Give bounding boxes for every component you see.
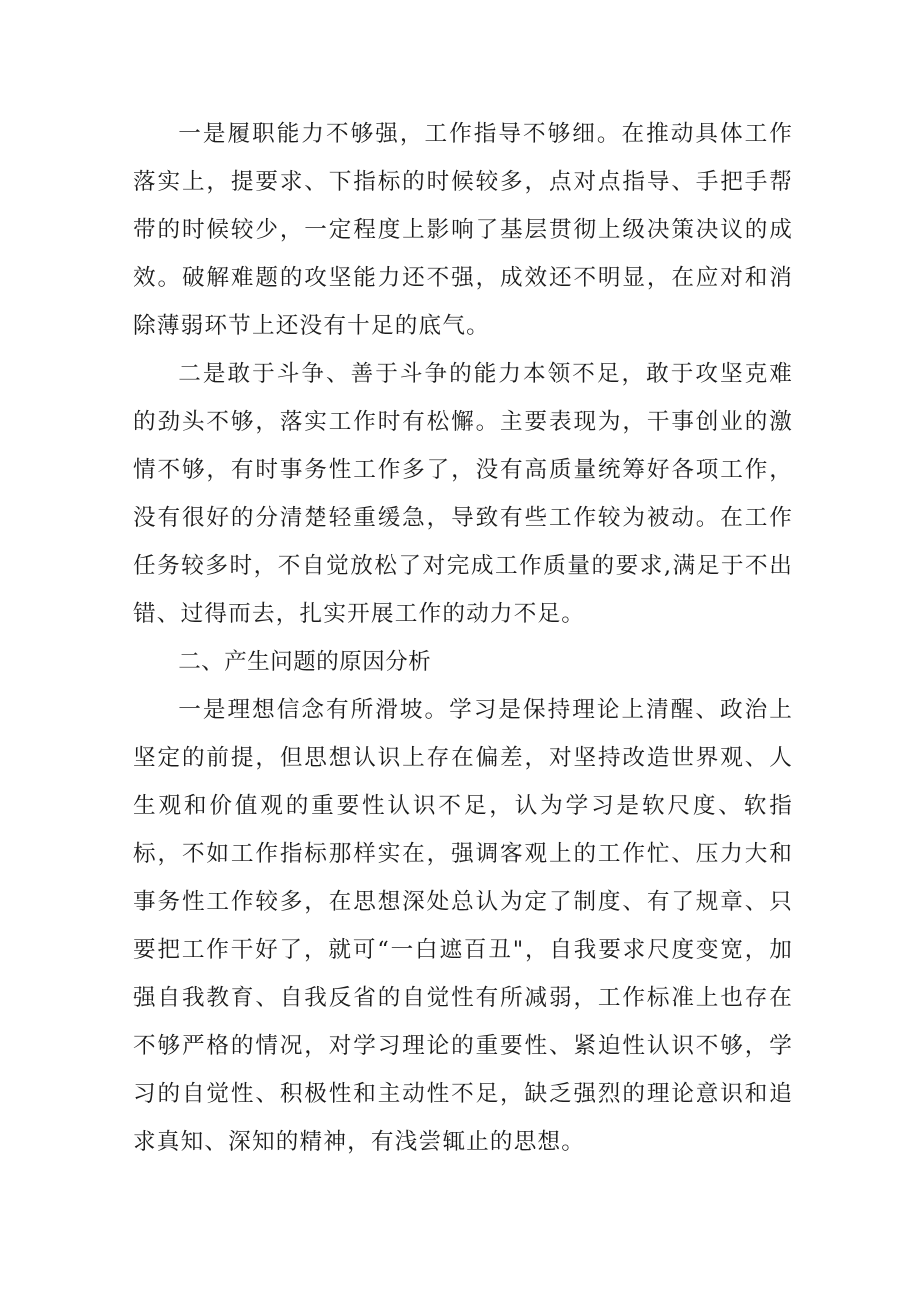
paragraph-struggle-ability: 二是敢于斗争、善于斗争的能力本领不足，敢于攻坚克难的劲头不够，落实工作时有松懈。主要表现为，干事创业的激情不够，有时事务性工作多了，没有高质量统筹好各项工作，没有很好的分清楚轻重缓急，导致有些工作较为被动。在工作任务较多时，不自觉放松了对完成工作质量的要求,满足于不出错、过得而去，扎实开展工作的动力不足。	[133, 361, 793, 627]
section-heading-cause-analysis: 二、产生问题的原因分析	[178, 649, 432, 675]
paragraph-ideals-beliefs: 一是理想信念有所滑坡。学习是保持理论上清醒、政治上坚定的前提，但思想认识上存在偏差，对坚持改造世界观、人生观和价值观的重要性认识不足，认为学习是软尺度、软指标，不如工作指标那样实在，强调客观上的工作忙、压力大和事务性工作较多，在思想深处总认为定了制度、有了规章、只要把工作干好了，就可“一白遮百丑"，自我要求尺度变宽，加强自我教育、自我反省的自觉性有所减弱，工作标准上也存在不够严格的情况，对学习理论的重要性、紧迫性认识不够，学习的自觉性、积极性和主动性不足，缺乏强烈的理论意识和追求真知、深知的精神，有浅尝辄止的思想。	[133, 697, 793, 1155]
document-body	[133, 110, 793, 1166]
paragraph-performance-ability: 一是履职能力不够强，工作指导不够细。在推动具体工作落实上，提要求、下指标的时候较多，点对点指导、手把手帮带的时候较少，一定程度上影响了基层贯彻上级决策决议的成效。破解难题的攻坚能力还不强，成效还不明显，在应对和消除薄弱环节上还没有十足的底气。	[133, 121, 793, 339]
